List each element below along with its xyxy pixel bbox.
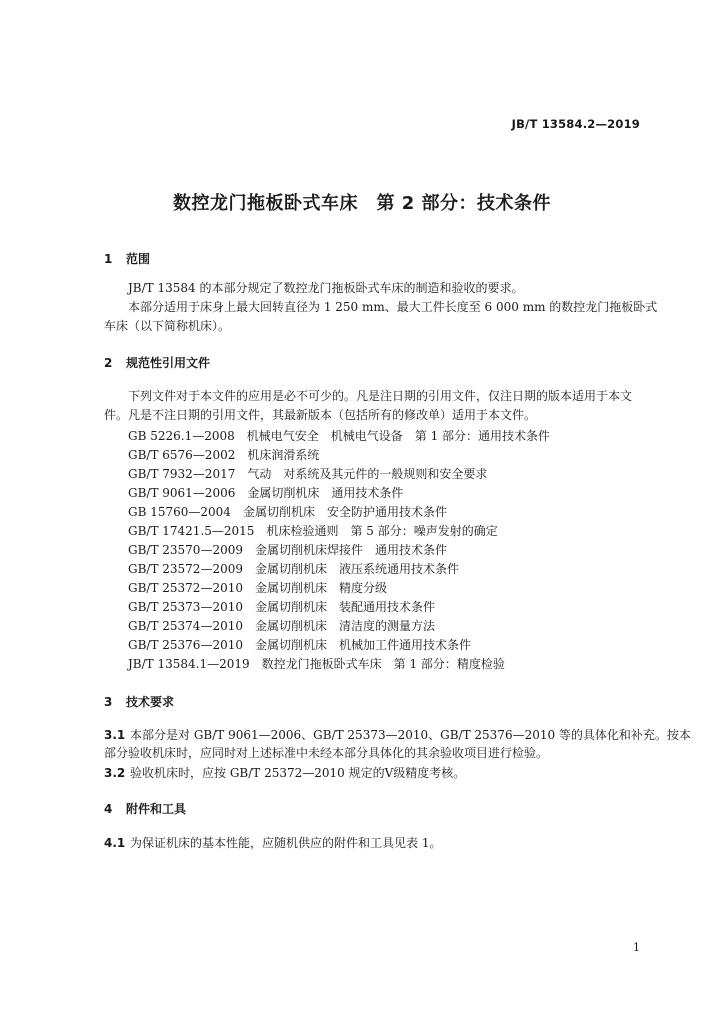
reference-item — [128, 522, 498, 539]
clause-text: 为保证机床的基本性能，应随机供应的附件和工具见表 1。 — [130, 836, 442, 850]
clause-number: 3.1 — [104, 728, 126, 742]
clause-text: 验收机床时，应按 GB/T 25372—2010 规定的Ⅴ级精度考核。 — [130, 766, 466, 780]
reference-title: 机床检验通则 第 5 部分：噪声发射的确定 — [266, 524, 498, 538]
reference-title: 机床润滑系统 — [247, 448, 320, 462]
reference-title: 金属切削机床 安全防护通用技术条件 — [242, 505, 447, 519]
clause-number: 3.2 — [104, 766, 126, 780]
scope-paragraph-1: JB/T 13584 的本部分规定了数控龙门拖板卧式车床的制造和验收的要求。 — [128, 281, 524, 295]
reference-item — [128, 579, 387, 596]
reference-title: 气动 对系统及其元件的一般规则和安全要求 — [247, 467, 488, 481]
reference-title: 金属切削机床 液压系统通用技术条件 — [254, 562, 459, 576]
reference-code: GB/T 25373—2010 — [128, 600, 243, 614]
reference-code: JB/T 13584.1—2019 — [128, 657, 250, 671]
reference-code: GB/T 9061—2006 — [128, 486, 236, 500]
reference-title: 金属切削机床 机械加工件通用技术条件 — [254, 638, 471, 652]
reference-code: GB/T 25372—2010 — [128, 581, 243, 595]
reference-item — [128, 560, 459, 577]
section-number: 1 — [104, 252, 113, 266]
section-heading-normative-references — [104, 354, 210, 371]
scope-paragraph-2-line-2: 车床（以下简称机床）。 — [104, 319, 231, 333]
reference-code: GB 5226.1—2008 — [128, 429, 235, 443]
reference-code: GB/T 6576—2002 — [128, 448, 236, 462]
reference-item — [128, 484, 403, 501]
section-title: 范围 — [126, 252, 151, 266]
reference-code: GB/T 7932—2017 — [128, 467, 236, 481]
clause-number: 4.1 — [104, 836, 126, 850]
reference-item — [128, 598, 435, 615]
reference-code: GB/T 23570—2009 — [128, 543, 243, 557]
reference-item — [128, 541, 447, 558]
reference-code: GB/T 25374—2010 — [128, 619, 243, 633]
scope-paragraph-2-line-1: 本部分适用于床身上最大回转直径为 1 250 mm、最大工件长度至 6 000 mm 的数控龙门拖板卧式 — [128, 300, 658, 314]
normative-intro-line-2: 件。凡是不注日期的引用文件，其最新版本（包括所有的修改单）适用于本文件。 — [104, 408, 537, 422]
reference-title: 机械电气安全 机械电气设备 第 1 部分：通用技术条件 — [246, 429, 551, 443]
reference-title: 金属切削机床 精度分级 — [254, 581, 387, 595]
reference-item — [128, 465, 487, 482]
section-number: 3 — [104, 695, 113, 709]
reference-item — [128, 655, 505, 672]
section-number: 2 — [104, 356, 113, 370]
reference-code: GB/T 25376—2010 — [128, 638, 243, 652]
reference-code: GB/T 23572—2009 — [128, 562, 243, 576]
clause-3-1-line-1 — [104, 726, 691, 743]
document-code: JB/T 13584.2—2019 — [511, 117, 640, 131]
reference-title: 金属切削机床 清洁度的测量方法 — [254, 619, 435, 633]
reference-title: 金属切削机床 通用技术条件 — [247, 486, 404, 500]
reference-code: GB/T 17421.5—2015 — [128, 524, 255, 538]
clause-3-1-line-2: 部分验收机床时，应同时对上述标准中未经本部分具体化的其余验收项目进行检验。 — [104, 746, 549, 760]
section-number: 4 — [104, 802, 113, 816]
document-title: 数控龙门拖板卧式车床 第 2 部分：技术条件 — [172, 193, 552, 214]
section-title: 附件和工具 — [126, 802, 187, 816]
reference-item — [128, 636, 471, 653]
clause-4-1 — [104, 834, 441, 851]
section-heading-scope — [104, 250, 150, 267]
section-title: 规范性引用文件 — [126, 356, 211, 370]
normative-intro-line-1: 下列文件对于本文件的应用是必不可少的。凡是注日期的引用文件，仅注日期的版本适用于本文 — [128, 389, 633, 403]
reference-item — [128, 427, 550, 444]
clause-3-2 — [104, 764, 465, 781]
page-number: 1 — [633, 941, 640, 954]
reference-code: GB 15760—2004 — [128, 505, 231, 519]
section-heading-accessories-and-tools — [104, 800, 186, 817]
clause-text: 本部分是对 GB/T 9061—2006、GB/T 25373—2010、GB/T 25376—2010 等的具体化和补充。按本 — [130, 728, 691, 742]
reference-item — [128, 617, 435, 634]
reference-title: 数控龙门拖板卧式车床 第 1 部分：精度检验 — [261, 657, 505, 671]
section-title: 技术要求 — [126, 695, 175, 709]
reference-item — [128, 503, 447, 520]
reference-item — [128, 446, 319, 463]
reference-title: 金属切削机床焊接件 通用技术条件 — [254, 543, 447, 557]
section-heading-technical-requirements — [104, 693, 174, 710]
reference-title: 金属切削机床 装配通用技术条件 — [254, 600, 435, 614]
